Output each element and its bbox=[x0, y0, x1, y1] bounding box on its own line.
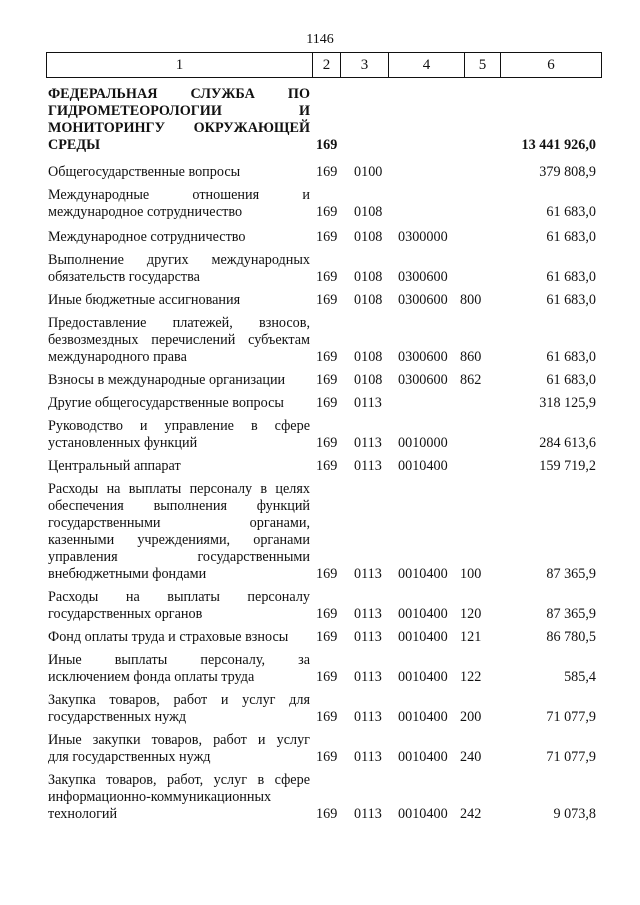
row-name-line: Международное сотрудничество bbox=[48, 229, 246, 245]
row-name-line: Закупка товаров, работ, услуг в сфере bbox=[48, 772, 310, 788]
cell-col-3: 0108 bbox=[354, 292, 383, 308]
row-name-line: Фонд оплаты труда и страховые взносы bbox=[48, 629, 289, 645]
cell-col-6: 61 683,0 bbox=[546, 372, 596, 388]
table-row bbox=[48, 458, 600, 475]
cell-col-4: 0300600 bbox=[398, 372, 448, 388]
cell-col-5: 860 bbox=[460, 349, 482, 365]
cell-col-3: 0113 bbox=[354, 629, 382, 645]
cell-col-2: 169 bbox=[316, 709, 338, 725]
cell-col-2: 169 bbox=[316, 204, 338, 220]
row-name-line: обязательств государства bbox=[48, 269, 200, 285]
cell-col-4: 0300600 bbox=[398, 349, 448, 365]
cell-col-2: 169 bbox=[316, 229, 338, 245]
cell-col-3: 0113 bbox=[354, 806, 382, 822]
table-row bbox=[48, 732, 600, 766]
row-name-line: Другие общегосударственные вопросы bbox=[48, 395, 284, 411]
table-row bbox=[48, 187, 600, 221]
table-row bbox=[48, 372, 600, 389]
cell-col-2: 169 bbox=[316, 269, 338, 285]
table-row bbox=[48, 652, 600, 686]
row-name-line: Международные отношения и bbox=[48, 187, 310, 203]
cell-col-5: 240 bbox=[460, 749, 482, 765]
cell-col-2: 169 bbox=[316, 137, 338, 153]
cell-col-6: 61 683,0 bbox=[546, 292, 596, 308]
table-row bbox=[48, 164, 600, 181]
cell-col-3: 0113 bbox=[354, 709, 382, 725]
cell-col-4: 0010400 bbox=[398, 669, 448, 685]
row-name-line: международного права bbox=[48, 349, 187, 365]
row-name-line: Центральный аппарат bbox=[48, 458, 181, 474]
row-name-line: информационно-коммуникационных bbox=[48, 789, 272, 805]
row-name-line: СРЕДЫ bbox=[48, 137, 101, 153]
row-name-line: обеспечения выполнения функций bbox=[48, 498, 310, 514]
row-name-line: МОНИТОРИНГУ ОКРУЖАЮЩЕЙ bbox=[48, 120, 310, 136]
table-row bbox=[48, 86, 600, 154]
row-name-line: для государственных нужд bbox=[48, 749, 211, 765]
cell-col-6: 61 683,0 bbox=[546, 269, 596, 285]
cell-col-2: 169 bbox=[316, 349, 338, 365]
row-name-line: Иные бюджетные ассигнования bbox=[48, 292, 241, 308]
header-col-1: 1 bbox=[47, 53, 313, 77]
cell-col-4: 0010400 bbox=[398, 458, 448, 474]
cell-col-2: 169 bbox=[316, 372, 338, 388]
header-col-4: 4 bbox=[389, 53, 465, 77]
budget-table bbox=[48, 86, 600, 823]
cell-col-5: 800 bbox=[460, 292, 482, 308]
cell-col-6: 585,4 bbox=[564, 669, 596, 685]
row-name-line: Общегосударственные вопросы bbox=[48, 164, 241, 180]
row-name-line: Расходы на выплаты персоналу bbox=[48, 589, 310, 605]
cell-col-6: 71 077,9 bbox=[546, 749, 596, 765]
cell-col-2: 169 bbox=[316, 629, 338, 645]
cell-col-2: 169 bbox=[316, 435, 338, 451]
cell-col-4: 0010400 bbox=[398, 709, 448, 725]
cell-col-2: 169 bbox=[316, 458, 338, 474]
row-name-line: внебюджетными фондами bbox=[48, 566, 207, 582]
cell-col-6: 284 613,6 bbox=[539, 435, 596, 451]
cell-col-3: 0108 bbox=[354, 204, 383, 220]
cell-col-3: 0113 bbox=[354, 566, 382, 582]
table-row bbox=[48, 589, 600, 623]
row-name-line: Выполнение других международных bbox=[48, 252, 310, 268]
table-row bbox=[48, 315, 600, 366]
cell-col-3: 0113 bbox=[354, 749, 382, 765]
cell-col-3: 0113 bbox=[354, 669, 382, 685]
cell-col-6: 13 441 926,0 bbox=[521, 137, 596, 153]
cell-col-3: 0113 bbox=[354, 395, 382, 411]
cell-col-4: 0300600 bbox=[398, 292, 448, 308]
page-number: 1146 bbox=[306, 32, 334, 47]
header-col-3: 3 bbox=[341, 53, 389, 77]
row-name-line: технологий bbox=[48, 806, 118, 822]
row-name-line: Руководство и управление в сфере bbox=[48, 418, 310, 434]
cell-col-6: 159 719,2 bbox=[539, 458, 596, 474]
cell-col-3: 0113 bbox=[354, 435, 382, 451]
cell-col-6: 9 073,8 bbox=[553, 806, 596, 822]
cell-col-6: 61 683,0 bbox=[546, 229, 596, 245]
cell-col-4: 0010400 bbox=[398, 566, 448, 582]
table-header bbox=[46, 52, 602, 78]
cell-col-4: 0300600 bbox=[398, 269, 448, 285]
cell-col-3: 0108 bbox=[354, 372, 383, 388]
cell-col-2: 169 bbox=[316, 395, 338, 411]
cell-col-5: 121 bbox=[460, 629, 482, 645]
row-name-line: ФЕДЕРАЛЬНАЯ СЛУЖБА ПО bbox=[48, 86, 310, 102]
cell-col-4: 0010400 bbox=[398, 629, 448, 645]
cell-col-3: 0108 bbox=[354, 269, 383, 285]
row-name-line: казенными учреждениями, органами bbox=[48, 532, 310, 548]
table-row bbox=[48, 629, 600, 646]
table-row bbox=[48, 229, 600, 246]
table-row bbox=[48, 252, 600, 286]
row-name-line: безвозмездных перечислений субъектам bbox=[48, 332, 310, 348]
cell-col-5: 200 bbox=[460, 709, 482, 725]
row-name-line: управления государственными bbox=[48, 549, 310, 565]
row-name-line: государственных нужд bbox=[48, 709, 187, 725]
cell-col-4: 0010400 bbox=[398, 606, 448, 622]
table-row bbox=[48, 418, 600, 452]
cell-col-6: 61 683,0 bbox=[546, 349, 596, 365]
cell-col-6: 87 365,9 bbox=[546, 606, 596, 622]
cell-col-5: 120 bbox=[460, 606, 482, 622]
cell-col-4: 0300000 bbox=[398, 229, 448, 245]
cell-col-3: 0113 bbox=[354, 458, 382, 474]
table-row bbox=[48, 481, 600, 583]
cell-col-5: 122 bbox=[460, 669, 482, 685]
row-name-line: Иные закупки товаров, работ и услуг bbox=[48, 732, 310, 748]
row-name-line: установленных функций bbox=[48, 435, 198, 451]
cell-col-6: 86 780,5 bbox=[546, 629, 596, 645]
row-name-line: исключением фонда оплаты труда bbox=[48, 669, 255, 685]
cell-col-4: 0010400 bbox=[398, 806, 448, 822]
cell-col-2: 169 bbox=[316, 164, 338, 180]
cell-col-6: 61 683,0 bbox=[546, 204, 596, 220]
row-name-line: ГИДРОМЕТЕОРОЛОГИИ И bbox=[48, 103, 310, 119]
row-name-line: Предоставление платежей, взносов, bbox=[48, 315, 310, 331]
cell-col-6: 379 808,9 bbox=[539, 164, 596, 180]
cell-col-5: 862 bbox=[460, 372, 482, 388]
cell-col-2: 169 bbox=[316, 292, 338, 308]
table-row bbox=[48, 692, 600, 726]
row-name-line: международное сотрудничество bbox=[48, 204, 243, 220]
cell-col-2: 169 bbox=[316, 669, 338, 685]
cell-col-2: 169 bbox=[316, 566, 338, 582]
cell-col-3: 0108 bbox=[354, 349, 383, 365]
header-col-2: 2 bbox=[313, 53, 341, 77]
row-name-line: Взносы в международные организации bbox=[48, 372, 286, 388]
cell-col-2: 169 bbox=[316, 606, 338, 622]
cell-col-3: 0100 bbox=[354, 164, 383, 180]
table-row bbox=[48, 292, 600, 309]
cell-col-5: 242 bbox=[460, 806, 482, 822]
row-name-line: государственными органами, bbox=[48, 515, 310, 531]
cell-col-6: 87 365,9 bbox=[546, 566, 596, 582]
cell-col-6: 318 125,9 bbox=[539, 395, 596, 411]
cell-col-3: 0108 bbox=[354, 229, 383, 245]
row-name-line: государственных органов bbox=[48, 606, 203, 622]
header-col-5: 5 bbox=[465, 53, 501, 77]
cell-col-5: 100 bbox=[460, 566, 482, 582]
header-col-6: 6 bbox=[547, 56, 555, 73]
table-row bbox=[48, 772, 600, 823]
cell-col-4: 0010400 bbox=[398, 749, 448, 765]
row-name-line: Расходы на выплаты персоналу в целях bbox=[48, 481, 310, 497]
cell-col-6: 71 077,9 bbox=[546, 709, 596, 725]
cell-col-2: 169 bbox=[316, 749, 338, 765]
cell-col-2: 169 bbox=[316, 806, 338, 822]
cell-col-4: 0010000 bbox=[398, 435, 448, 451]
row-name-line: Закупка товаров, работ и услуг для bbox=[48, 692, 310, 708]
row-name-line: Иные выплаты персоналу, за bbox=[48, 652, 310, 668]
table-row bbox=[48, 395, 600, 412]
cell-col-3: 0113 bbox=[354, 606, 382, 622]
